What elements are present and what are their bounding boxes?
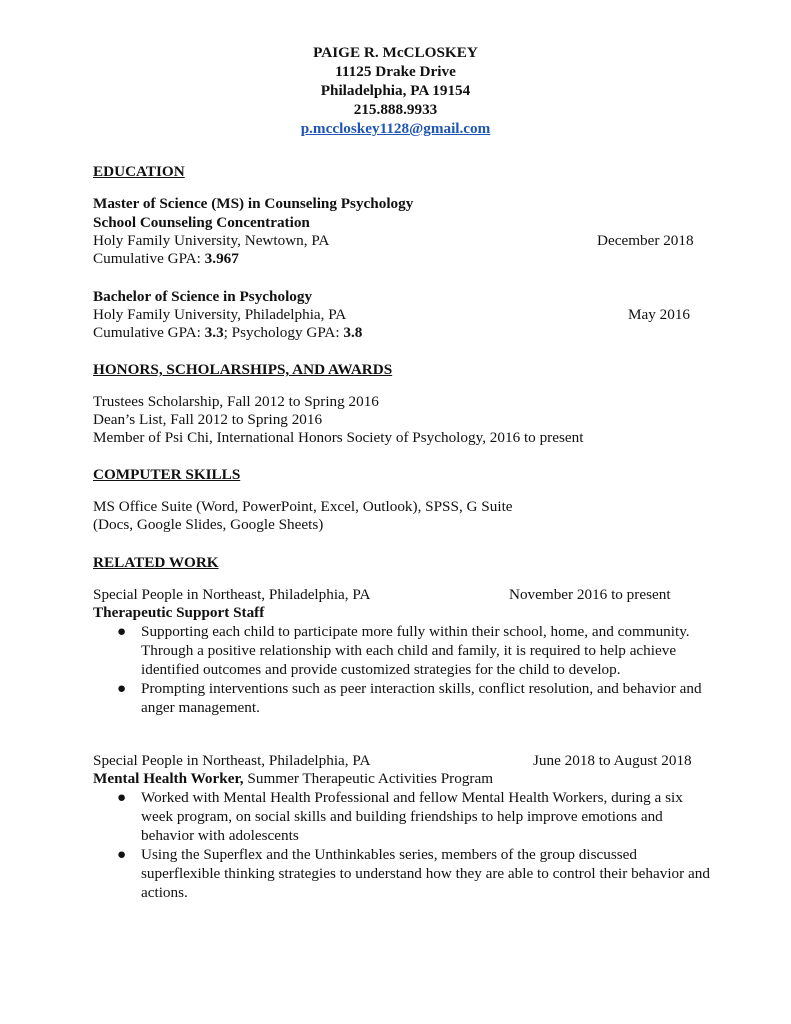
honor-item: Dean’s List, Fall 2012 to Spring 2016 [93,411,323,428]
job-role-suffix: Summer Therapeutic Activities Program [243,770,494,787]
bullet-icon: ● [117,789,127,806]
list-item [117,845,717,902]
bs-degree: Bachelor of Science in Psychology [93,288,313,305]
bs-school: Holy Family University, Philadelphia, PA [93,306,347,323]
bs-gpa-label: Cumulative GPA: [93,324,205,341]
skills-line: (Docs, Google Slides, Google Sheets) [93,516,324,533]
ms-degree: Master of Science (MS) in Counseling Psychology [93,195,414,212]
bullet-text: Supporting each child to participate more fully within their school, home, and community. Through a positive relationship with each child and family, it is required to help achieve identified outcomes and provide customized strategies for the child to develop. [141,623,690,678]
bullet-icon: ● [117,623,127,640]
job-employer: Special People in Northeast, Philadelphia, PA [93,586,371,603]
job-bullet-list [117,788,717,902]
job-role: Mental Health Worker, [93,770,244,787]
job-dates: November 2016 to present [509,586,671,603]
bullet-icon: ● [117,846,127,863]
ms-gpa-line [93,249,239,268]
bs-psych-gpa-label: ; Psychology GPA: [223,324,344,341]
honors-heading: HONORS, SCHOLARSHIPS, AND AWARDS [93,361,393,378]
bs-gpa-value: 3.3 [204,324,224,341]
job-employer: Special People in Northeast, Philadelphia, PA [93,752,371,769]
ms-school: Holy Family University, Newtown, PA [93,232,330,249]
honor-item: Trustees Scholarship, Fall 2012 to Spring 2016 [93,393,379,410]
bullet-text: Using the Superflex and the Unthinkables series, members of the group discussed superflexible thinking strategies to understand how they are able to control their behavior and actions. [141,846,710,901]
ms-concentration: School Counseling Concentration [93,214,310,231]
email-link[interactable]: p.mccloskey1128@gmail.com [300,120,491,137]
contact-header [0,43,791,138]
bullet-text: Worked with Mental Health Professional and fellow Mental Health Workers, during a six week program, on social skills and building friendships to help improve emotions and behavior with adolescents [141,789,683,844]
ms-gpa-value: 3.967 [204,250,239,267]
list-item [117,788,717,845]
city-state-zip: Philadelphia, PA 19154 [320,82,471,99]
work-heading: RELATED WORK [93,554,219,571]
bs-gpa-line [93,323,362,342]
bullet-text: Prompting interventions such as peer interaction skills, conflict resolution, and behavior and anger management. [141,680,702,716]
job-bullet-list [117,622,717,717]
skills-heading: COMPUTER SKILLS [93,466,241,483]
job-role-line [93,603,264,622]
skills-line: MS Office Suite (Word, PowerPoint, Excel, Outlook), SPSS, G Suite [93,498,513,515]
job-role: Therapeutic Support Staff [93,604,265,621]
list-item [117,679,717,717]
ms-date: December 2018 [597,232,694,249]
list-item [117,622,717,679]
street-address: 11125 Drake Drive [335,63,456,80]
phone-number: 215.888.9933 [353,101,438,118]
bs-psych-gpa-value: 3.8 [343,324,363,341]
education-heading: EDUCATION [93,163,185,180]
honor-item: Member of Psi Chi, International Honors Society of Psychology, 2016 to present [93,429,584,446]
ms-gpa-label: Cumulative GPA: [93,250,205,267]
job-dates: June 2018 to August 2018 [533,752,692,769]
job-role-line [93,769,493,788]
bullet-icon: ● [117,680,127,697]
bs-date: May 2016 [628,306,691,323]
applicant-name: PAIGE R. McCLOSKEY [313,44,478,61]
